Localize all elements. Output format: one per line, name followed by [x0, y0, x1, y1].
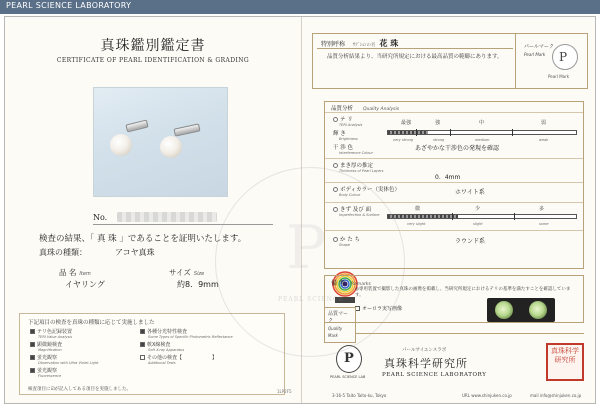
watermark-logo-icon: P PEARL SCIENCE: [215, 167, 405, 357]
teri-scale-0: 最強: [401, 120, 412, 126]
check-icon: [30, 368, 35, 373]
teri-scale-en-0: very strong: [393, 138, 414, 142]
earring-clip-right-icon: [173, 123, 200, 136]
pearl-image-left-icon: [495, 301, 513, 319]
teri-bar-fill: [388, 131, 428, 134]
bullet-icon: [333, 163, 338, 168]
teri-scale-en-2: medium: [475, 138, 490, 142]
check-icon: [30, 329, 35, 334]
result-statement: 検査の結果、「 真 珠 」であることを証明いたします。: [39, 234, 247, 244]
brightness-label: 輝 き Brightness: [333, 131, 358, 141]
quality-mark-box: 品質マーク Quality Mark: [324, 307, 356, 343]
method-item: 蛍光観察 Observation with Ultra Violet Light: [30, 354, 98, 365]
certificate-title-en: CERTIFICATE OF PEARL IDENTIFICATION & GRADING: [56, 57, 250, 64]
teri-scale-en-1: strong: [433, 138, 445, 142]
pearl-mark-icon: P: [552, 44, 578, 70]
certificate-number-redacted: [117, 212, 217, 222]
pearl-left-icon: [110, 134, 132, 156]
method-item: 各種分光特性検査 Some Types of Specific Photometric Reflectance: [140, 328, 233, 339]
surface-scale-en-0: very slight: [407, 222, 426, 226]
thickness-row: [325, 158, 583, 182]
quality-analysis-title: 品質分析 Quality Analysis: [331, 106, 400, 112]
interference-row: [325, 140, 583, 154]
method-item: その他の検査【 】 Additional Tests: [140, 354, 217, 365]
methods-title: 下記項目の検査を真珠の種類に応じて実施しました: [28, 320, 155, 326]
earring-clip-left-icon: [125, 119, 148, 132]
remarks-text: ◎専用装置で撮影した真珠の画像を掲載し、当研究所規定におけるテリの基準を満たすことを確認しています。: [355, 287, 571, 298]
address: 3-16-5 Taito Taito-ku, Tokyo: [332, 393, 387, 398]
size-value: 約8．9mm: [177, 280, 219, 289]
divider: [317, 48, 513, 49]
special-designation: 特別呼称 ｻﾌﾞｼｮﾝの名 花 珠: [321, 39, 399, 48]
thickness-label: まき厚の推定 Thickness of Pearl Layers: [333, 161, 383, 173]
divider: [356, 333, 584, 334]
body-colour-value: ホワイト系: [455, 189, 485, 196]
check-icon: [140, 329, 145, 334]
special-designation-text: 品質分析結果より、当研究所規定における最高品質の範疇にあります。: [327, 54, 503, 60]
interference-label: 干 渉 色 Interference Colour: [333, 145, 373, 155]
lab-name-jp: 真珠科学研究所: [384, 357, 468, 370]
pearl-mark-box: [516, 33, 588, 89]
pearl-image-right-icon: [529, 301, 547, 319]
bullet-icon: [333, 117, 338, 122]
website-link[interactable]: URL www.shinjuken.co.jp: [462, 393, 512, 398]
top-band-label: PEARL SCIENCE LABORATORY: [6, 1, 132, 10]
check-icon: [30, 355, 35, 360]
teri-scale-en-3: weak: [539, 138, 549, 142]
surface-scale-2: 多: [539, 206, 545, 212]
teri-scale-1: 強: [435, 120, 441, 126]
pearl-right-icon: [160, 136, 182, 158]
check-icon: [30, 342, 35, 347]
certificate-number-label: No.: [93, 213, 108, 222]
special-designation-value: 花 珠: [379, 39, 399, 48]
surface-label: きず 及び 面 Imperfection & Surface: [333, 205, 380, 217]
surface-bar-fill: [388, 215, 458, 218]
method-item: 蛍光観察 Fluorescence: [30, 367, 61, 378]
certificate-title-jp: 真珠鑑別鑑定書: [100, 38, 206, 54]
top-band: [0, 0, 600, 14]
pearl-photo: [93, 87, 228, 197]
aurora-photo: [487, 298, 555, 322]
surface-scale-en-1: slight: [473, 222, 483, 226]
pearl-kind-label: 真珠の種類：: [39, 248, 87, 257]
surface-bar: [387, 214, 577, 219]
pearl-mark-label: パールマーク Pearl Mark: [524, 44, 554, 57]
check-icon: [140, 342, 145, 347]
interference-value: あざやかな干渉色の発現を確認: [415, 145, 500, 152]
teri-scale-2: 中: [479, 120, 485, 126]
surface-scale-en-2: some: [539, 222, 549, 226]
official-seal-icon: 真珠科学研究所: [546, 343, 584, 381]
lab-logo-caption: PEARL SCIENCE LAB: [330, 375, 366, 379]
teri-label: テ リ TERI Analysis: [333, 115, 362, 127]
item-value: イヤリング: [65, 280, 105, 289]
method-item: 顕微鏡検査 Magnification: [30, 341, 62, 352]
special-designation-box: [312, 33, 516, 89]
pearl-kind-value: アコヤ真珠: [115, 248, 155, 257]
teri-scale-3: 弱: [541, 120, 547, 126]
shape-value: ラウンド系: [455, 238, 486, 245]
body-colour-label: ボディカラー（実体色） Body Colour: [333, 185, 400, 197]
method-item: テリ色記録装置 TERI Value Analysis: [30, 328, 72, 339]
check-icon: [140, 355, 145, 360]
method-item: 軟X線検査 Soft X-ray Apparatus: [140, 341, 184, 352]
lab-logo-icon: P: [336, 345, 362, 373]
remarks-title: 備 考 Remarks: [331, 280, 371, 287]
form-code: 1LP2F5: [277, 389, 292, 394]
size-label: サイズ Size: [169, 268, 205, 277]
surface-scale-0: 微: [415, 206, 421, 212]
lab-name-en: PEARL SCIENCE LABORATORY: [382, 372, 487, 378]
email-link[interactable]: mail info@shinjuken.co.jp: [530, 393, 582, 398]
item-label: 品 名 Item: [59, 268, 91, 277]
shape-label: か た ち Shape: [333, 235, 360, 247]
surface-scale-1: 少: [475, 206, 481, 212]
thickness-value: 0．4mm: [435, 174, 461, 181]
aurora-image-check: オーロラ実写画像: [355, 305, 402, 312]
teri-bar: [387, 130, 577, 135]
pearl-mark-caption: Pearl Mark: [548, 74, 570, 79]
certificate: [4, 16, 596, 404]
lab-name-kana: パールサイエンスラボ: [402, 348, 447, 353]
methods-note: 検査項目に☑が記入してある項目を実施しました。: [28, 387, 132, 392]
